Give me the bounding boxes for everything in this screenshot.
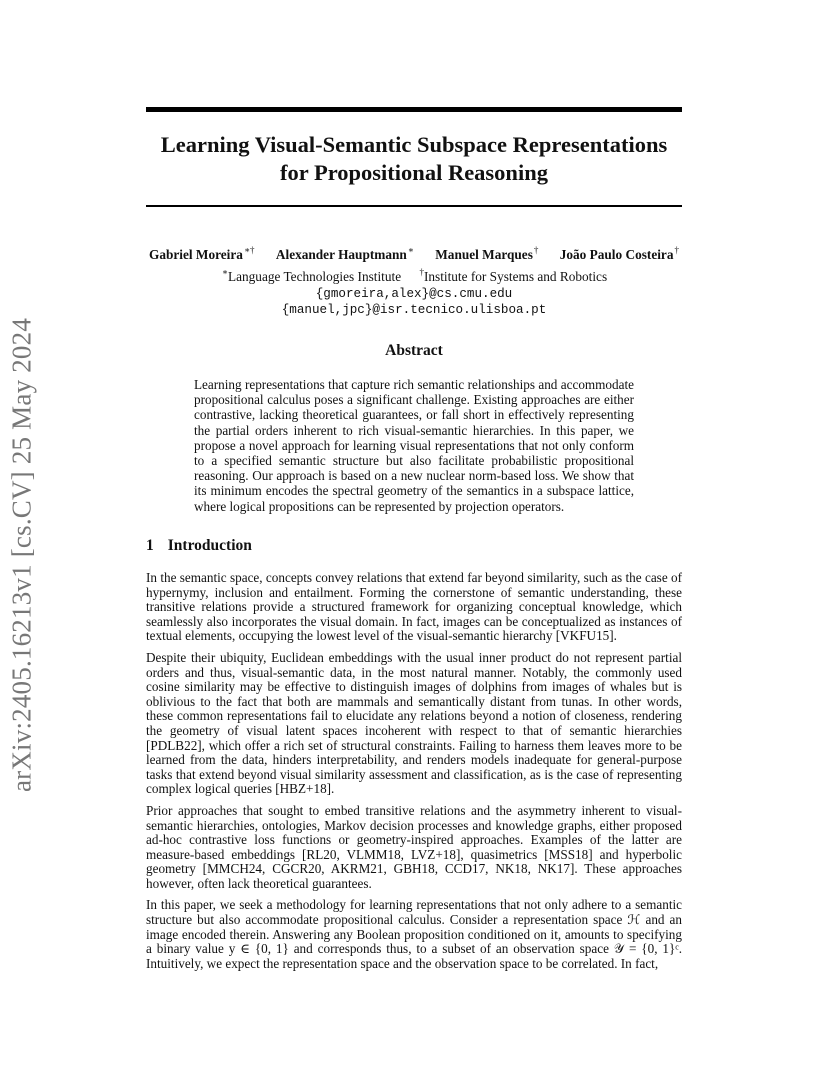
author-name: Manuel Marques — [435, 247, 533, 262]
section-body — [146, 571, 682, 978]
author — [276, 247, 414, 262]
author — [560, 247, 679, 262]
title-rule-bottom — [146, 205, 682, 207]
email-line: {manuel,jpc}@isr.tecnico.ulisboa.pt — [281, 303, 547, 318]
arxiv-identifier: arXiv:2405.16213v1 [cs.CV] 25 May 2024 — [6, 317, 37, 793]
section-title: Introduction — [167, 537, 252, 554]
author-marks: † — [674, 245, 679, 255]
author-name: João Paulo Costeira — [559, 247, 674, 262]
affiliation-mark: ∗ — [221, 266, 228, 277]
paper-title — [146, 131, 682, 187]
affiliation-name: Language Technologies Institute — [227, 268, 402, 284]
title-line: Learning Visual-Semantic Subspace Representations — [160, 132, 668, 157]
affiliation-name: Institute for Systems and Robotics — [423, 268, 608, 284]
author-names — [120, 242, 708, 264]
title-line: for Propositional Reasoning — [280, 160, 548, 185]
affiliation-mark: † — [419, 266, 424, 277]
abstract-heading: Abstract — [385, 342, 443, 359]
author — [149, 247, 255, 262]
author-block — [120, 242, 708, 319]
affiliations — [120, 264, 708, 286]
title-rule-top — [146, 107, 682, 112]
abstract-text: Learning representations that capture rich semantic relationships and accommodate propositional calculus poses a significant challenge. Existing approaches are either contrastive, lacking theoretical guarantees, or fall short in effectively representing the partial orders inherent to rich visual-semantic hierarchies. In this paper, we propose a novel approach for learning visual representations that not only conform to a specified semantic structure but also facilitate probabilistic propositional reasoning. Our approach is based on a new nuclear norm-based loss. We show that its minimum encodes the spectral geometry of the semantics in a subspace lattice, where logical propositions can be represented by projection operators. — [194, 377, 634, 514]
affiliation — [418, 266, 608, 284]
email-line: {gmoreira,alex}@cs.cmu.edu — [315, 286, 513, 301]
paragraph: Despite their ubiquity, Euclidean embeddings with the usual inner product do not represent partial orders and thus, visual-semantic data, in the most natural manner. Notably, the commonly used cosine similarity may be effective to distinguish images of dolphins from images of whales but is oblivious to the fact that both are mammals and semantically distant from tunas. In other words, these common representations fail to elucidate any relations beyond a notion of closeness, rendering the geometry of visual latent spaces incoherent with respect to that of semantic hierarchies [PDLB22], which offer a rich set of structural constraints. Failing to harness them leaves more to be learned from the data, hinders interpretability, and renders models inadequate for general-purpose tasks that extend beyond visual similarity assessment and classification, as is the case of representing complex logical queries [HBZ+18]. — [146, 649, 682, 797]
paragraph: In the semantic space, concepts convey relations that extend far beyond similarity, such as the case of hypernymy, inclusion and entailment. Forming the cornerstone of semantic understanding, these transitive relations provide a structured framework for organizing conceptual knowledge, which seamlessly also incorporates the visual domain. In fact, images can be conceptualized as instances of textual elements, occupying the lowest level of the visual-semantic hierarchy [VKFU15]. — [146, 570, 682, 644]
author-marks: ∗† — [243, 245, 255, 255]
affiliation — [221, 266, 402, 284]
author-marks: ∗ — [407, 245, 414, 255]
author — [435, 247, 538, 262]
paragraph: Prior approaches that sought to embed transitive relations and the asymmetry inherent to visual-semantic hierarchies, ontologies, Markov decision processes and knowledge graphs, either proposed ad-hoc contrastive loss functions or geometry-inspired approaches. Examples of the latter are measure-based embeddings [RL20, VLMM18, LVZ+18], quasimetrics [MSS18] and hyperbolic geometry [MMCH24, CGCR20, AKRM21, GBH18, CCD17, NK18, NK17]. These approaches however, often lack theoretical guarantees. — [146, 802, 682, 891]
author-name: Gabriel Moreira — [149, 247, 243, 262]
section-number: 1 — [146, 537, 154, 554]
paragraph: In this paper, we seek a methodology for learning representations that not only adhere to a semantic structure but also accommodate propositional calculus. Consider a representation space ℋ and an image encoded therein. Answering any Boolean proposition conditioned on it, amounts to specifying a binary value y ∈ {0, 1} and corresponds thus, to a subset of an observation space 𝒴 = {0, 1}ᶜ. Intuitively, we expect the representation space and the observation space to be correlated. In fact, — [146, 897, 682, 971]
section-heading — [146, 537, 252, 555]
author-name: Alexander Hauptmann — [275, 247, 407, 262]
author-marks: † — [533, 245, 539, 255]
